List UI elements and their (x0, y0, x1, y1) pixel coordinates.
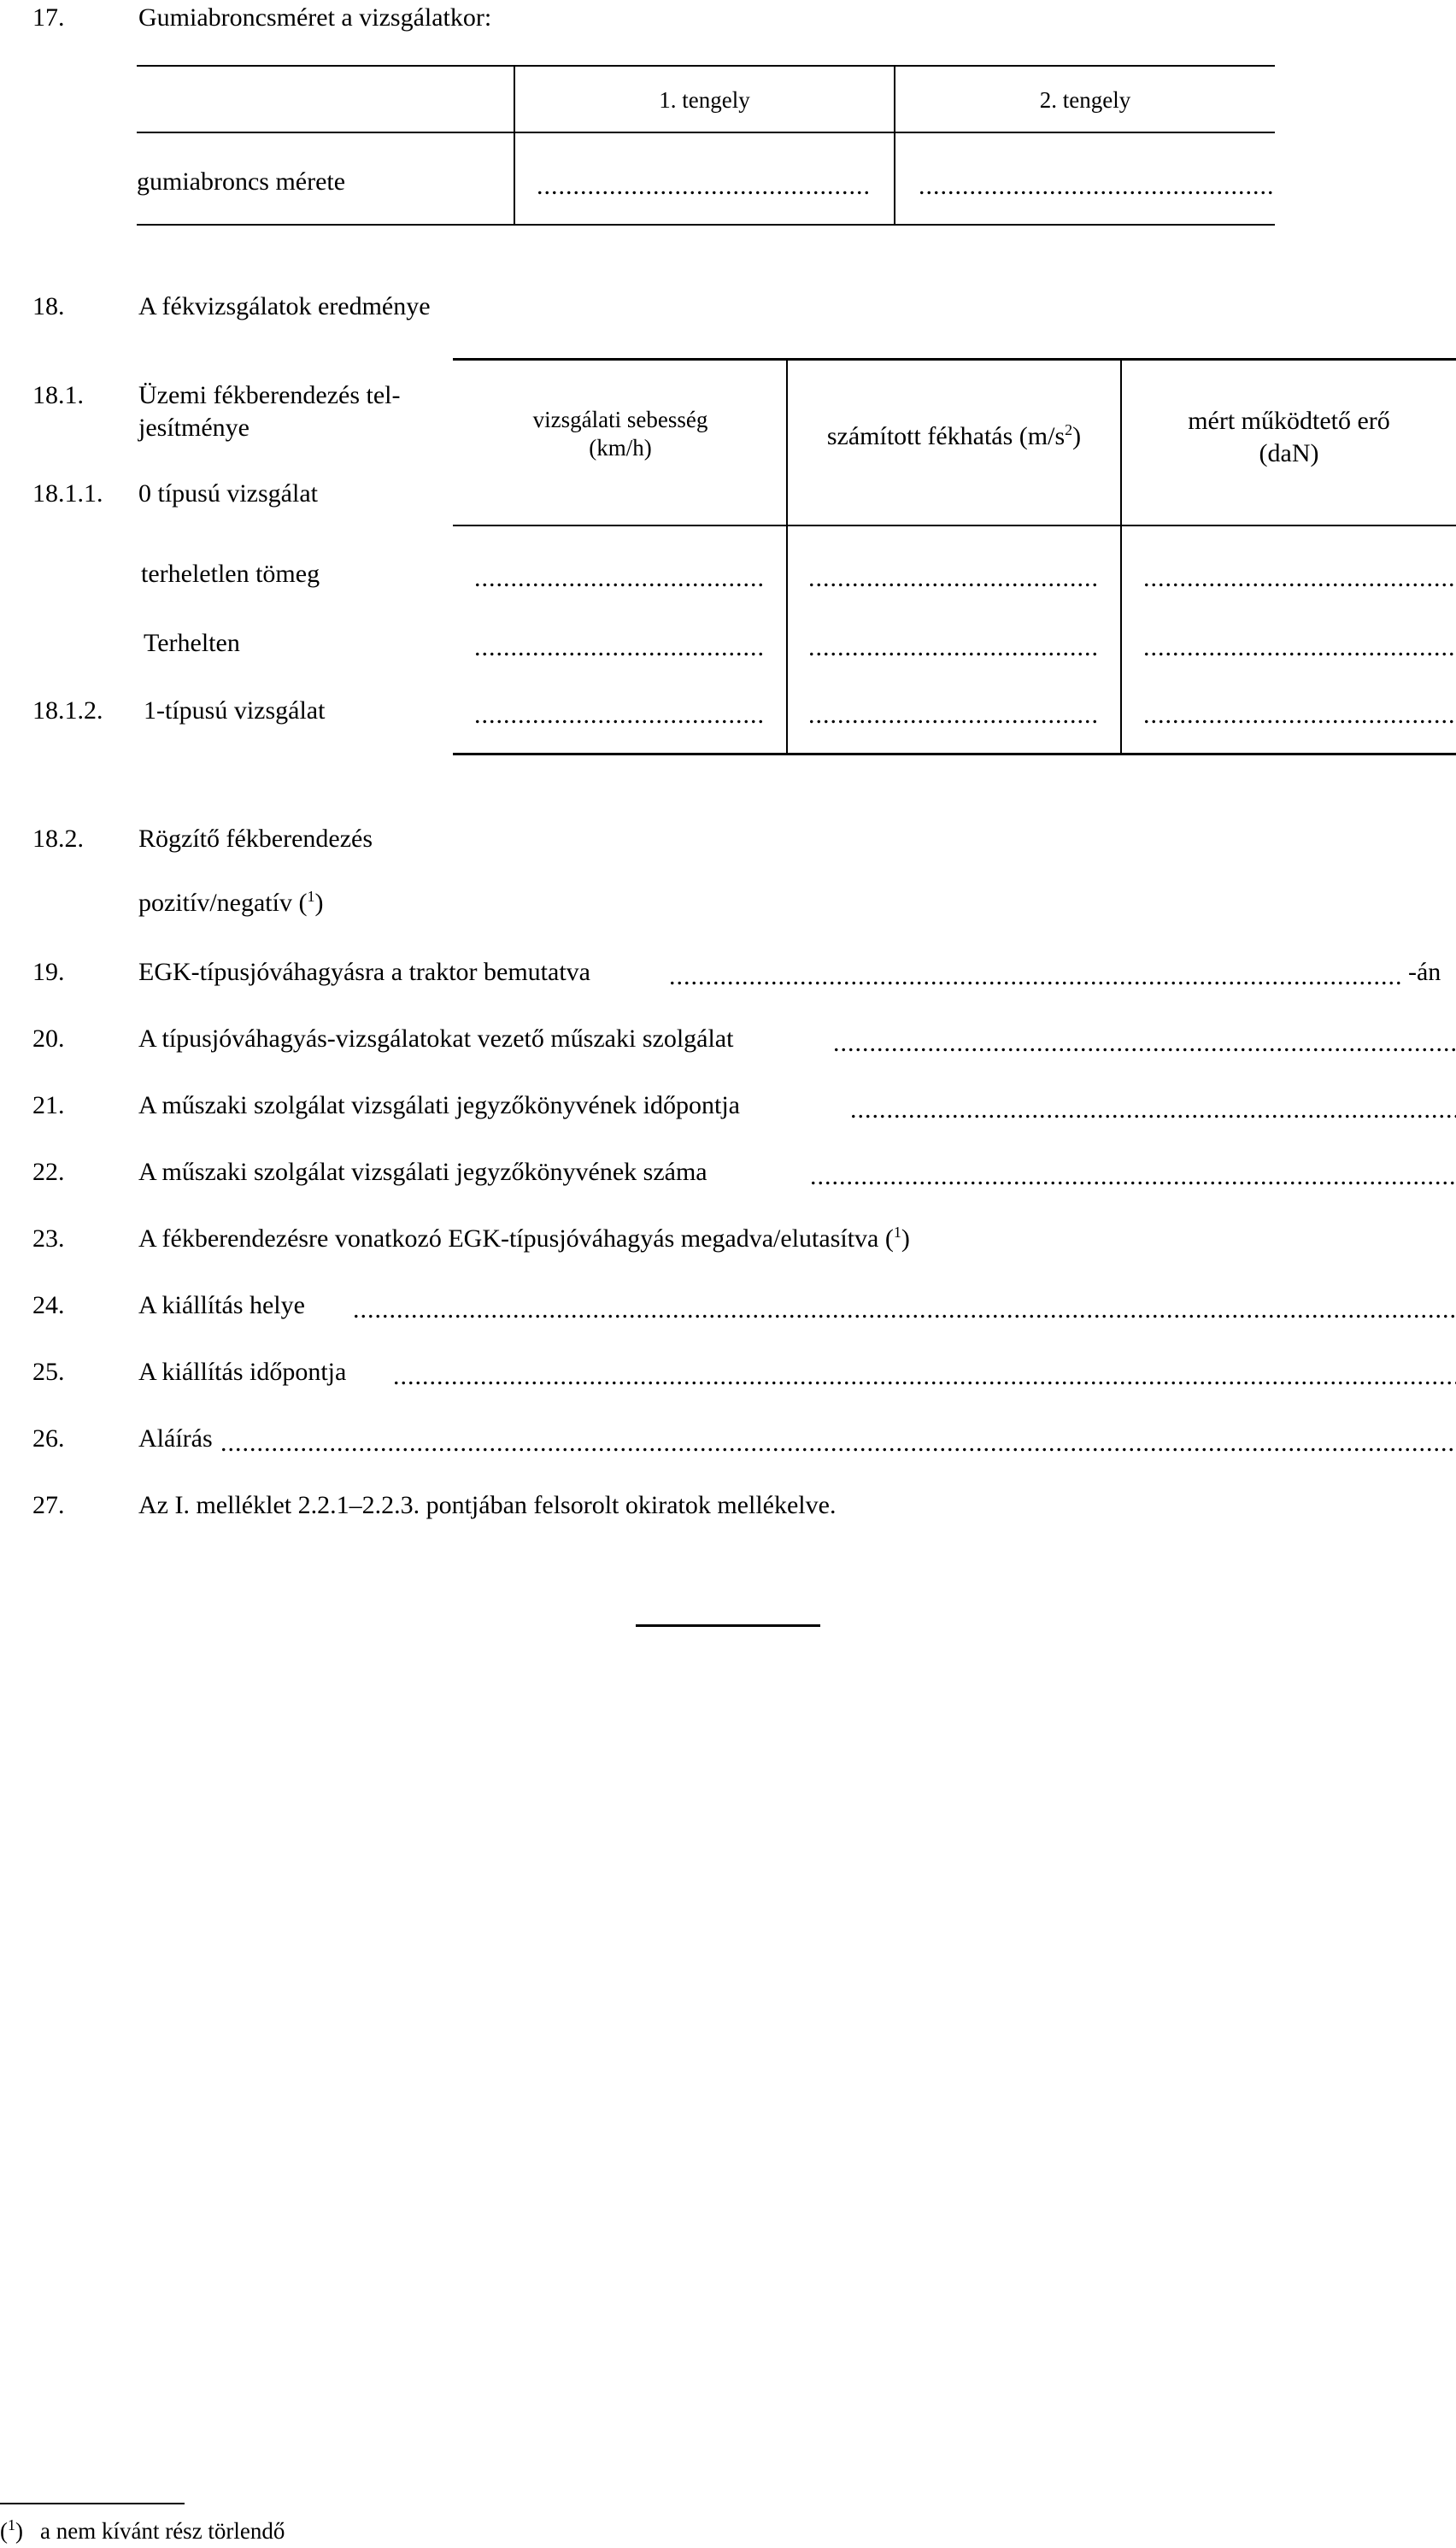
brake-table-header-rule (453, 525, 1456, 526)
brake-row-laden-label: Terhelten (144, 629, 240, 657)
brake-row-unladen-label: terheletlen tömeg (141, 560, 320, 588)
laden-control-force-field[interactable] (1143, 632, 1456, 663)
calculated-braking-label: számított fékhatás (m/s (826, 422, 1066, 450)
item-25-date-field[interactable] (393, 1361, 1456, 1392)
test-speed-unit: (km/h) (589, 435, 652, 461)
footnote-ref: 1 (893, 1224, 901, 1241)
type-1-test-speed-field[interactable] (474, 700, 765, 731)
tire-size-axle-2-field[interactable] (919, 171, 1273, 202)
item-23-text-close: ) (901, 1224, 910, 1253)
unladen-calculated-braking-field[interactable] (808, 563, 1099, 594)
item-20-number: 20. (32, 1024, 65, 1053)
control-force-unit: (daN) (1259, 439, 1319, 467)
tire-table-header-axle-1: 1. tengely (659, 87, 750, 113)
section-18-1-title-line-2: jesítménye (138, 414, 250, 442)
item-20-text: A típusjóváhagyás-vizsgálatokat vezető műszaki szolgálat (138, 1024, 734, 1053)
brake-table-bottom-rule (453, 753, 1456, 755)
item-21-text: A műszaki szolgálat vizsgálati jegyzőkönyvének időpontja (138, 1091, 740, 1119)
calculated-braking-unit-exponent: 2 (1065, 421, 1073, 438)
section-17-title: Gumiabroncsméret a vizsgálatkor: (138, 3, 492, 32)
item-21-number: 21. (32, 1091, 65, 1119)
section-18-1-title-line-1: Üzemi fékberendezés tel- (138, 381, 401, 409)
tire-table-top-rule (137, 65, 1275, 67)
brake-table-header-control-force (1122, 405, 1456, 470)
footnote (0, 2516, 285, 2546)
item-22-report-number-field[interactable] (810, 1161, 1456, 1192)
item-19-text: EGK-típusjóváhagyásra a traktor bemutatva (138, 958, 590, 986)
item-19-date-field[interactable] (669, 961, 1404, 992)
item-25-number: 25. (32, 1358, 65, 1386)
footnote-ref: 1 (307, 888, 315, 905)
brake-table-top-rule (453, 358, 1456, 361)
item-27-number: 27. (32, 1491, 65, 1519)
section-18-2-number: 18.2. (32, 825, 84, 853)
section-18-number: 18. (32, 292, 65, 320)
item-20-technical-service-field[interactable] (833, 1028, 1456, 1059)
section-18-1-1-title: 0 típusú vizsgálat (138, 479, 318, 508)
section-18-1-2-title: 1-típusú vizsgálat (144, 696, 326, 725)
section-18-1-2-number: 18.1.2. (32, 696, 103, 725)
item-26-signature-field[interactable] (220, 1428, 1456, 1459)
type-1-control-force-field[interactable] (1143, 700, 1456, 731)
brake-table-divider-1 (786, 358, 788, 754)
tire-table-bottom-rule (137, 224, 1275, 226)
tire-table-header-axle-2: 2. tengely (1039, 87, 1131, 113)
item-19-number: 19. (32, 958, 65, 986)
tire-table-row-label: gumiabroncs mérete (137, 167, 346, 196)
item-26-text: Aláírás (138, 1424, 213, 1453)
unladen-test-speed-field[interactable] (474, 563, 765, 594)
control-force-label: mért működtető erő (1188, 407, 1390, 435)
parking-brake-result-text: pozitív/negatív ( (138, 889, 308, 917)
item-22-text: A műszaki szolgálat vizsgálati jegyzőkönyvének száma (138, 1158, 707, 1186)
item-23-text-main: A fékberendezésre vonatkozó EGK-típusjóváhagyás megadva/elutasítva ( (138, 1224, 894, 1253)
footnote-mark-open: ( (0, 2518, 8, 2544)
item-21-report-date-field[interactable] (850, 1095, 1456, 1125)
item-24-text: A kiállítás helye (138, 1291, 305, 1319)
type-1-calculated-braking-field[interactable] (808, 700, 1099, 731)
footnote-mark-number: 1 (8, 2516, 15, 2533)
section-18-1-1-number: 18.1.1. (32, 479, 103, 508)
footnote-mark-close: ) (15, 2518, 23, 2544)
item-24-number: 24. (32, 1291, 65, 1319)
brake-table-header-calculated-braking (788, 421, 1120, 452)
unladen-control-force-field[interactable] (1143, 563, 1456, 594)
footnote-separator (0, 2503, 185, 2504)
item-23-number: 23. (32, 1224, 65, 1253)
item-24-place-field[interactable] (353, 1295, 1456, 1325)
test-speed-label: vizsgálati sebesség (532, 407, 708, 432)
parking-brake-result-close: ) (314, 889, 324, 917)
end-of-annex-rule (636, 1624, 820, 1627)
item-26-number: 26. (32, 1424, 65, 1453)
tire-size-axle-1-field[interactable] (537, 171, 872, 202)
item-22-number: 22. (32, 1158, 65, 1186)
brake-table-header-test-speed (455, 406, 786, 462)
section-18-title: A fékvizsgálatok eredménye (138, 292, 431, 320)
item-23-text (138, 1224, 910, 1254)
laden-calculated-braking-field[interactable] (808, 632, 1099, 663)
footnote-text: a nem kívánt rész törlendő (40, 2518, 285, 2544)
section-18-1-number: 18.1. (32, 381, 84, 409)
item-19-suffix: -án (1408, 958, 1441, 986)
laden-test-speed-field[interactable] (474, 632, 765, 663)
calculated-braking-label-close: ) (1072, 422, 1082, 450)
parking-brake-result (138, 888, 323, 919)
item-25-text: A kiállítás időpontja (138, 1358, 347, 1386)
item-27-text: Az I. melléklet 2.2.1–2.2.3. pontjában felsorolt okiratok mellékelve. (138, 1491, 837, 1519)
section-17-number: 17. (32, 3, 65, 32)
section-18-2-title: Rögzítő fékberendezés (138, 825, 373, 853)
tire-table-header-rule (137, 132, 1275, 133)
